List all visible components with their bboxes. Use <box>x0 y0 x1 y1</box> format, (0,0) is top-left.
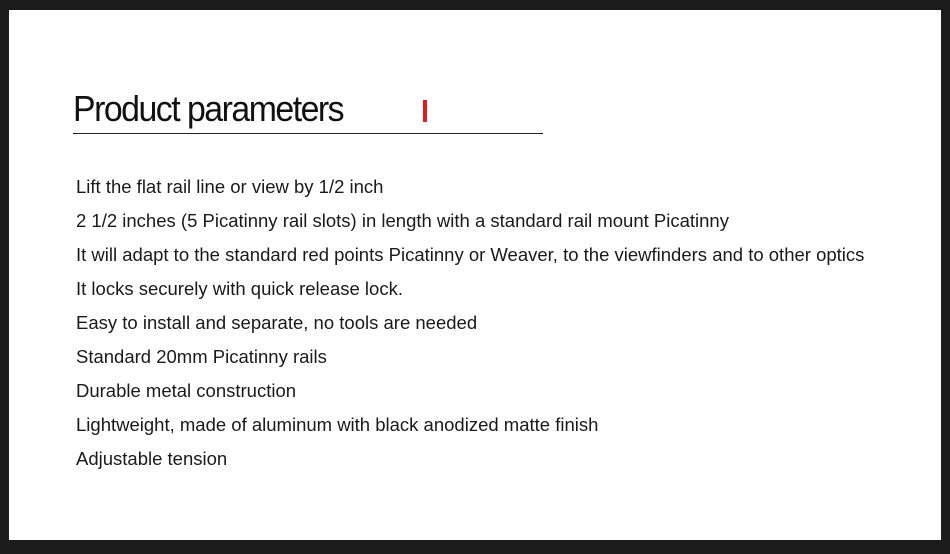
parameter-line: It locks securely with quick release lock. <box>76 278 403 299</box>
title-accent-bar <box>423 100 427 122</box>
parameter-list <box>76 170 864 476</box>
parameter-line: 2 1/2 inches (5 Picatinny rail slots) in length with a standard rail mount Picatinny <box>76 210 729 231</box>
parameter-line: Adjustable tension <box>76 448 228 469</box>
parameter-line: Lift the flat rail line or view by 1/2 inch <box>76 176 384 197</box>
parameter-line: It will adapt to the standard red points Picatinny or Weaver, to the viewfinders and to other optics <box>76 244 865 265</box>
title-block <box>73 80 543 134</box>
parameter-line: Standard 20mm Picatinny rails <box>76 346 327 367</box>
parameter-line: Durable metal construction <box>76 380 297 401</box>
parameter-line: Lightweight, made of aluminum with black anodized matte finish <box>76 414 599 435</box>
parameter-line: Easy to install and separate, no tools are needed <box>76 312 478 333</box>
page-title: Product parameters <box>73 88 344 129</box>
